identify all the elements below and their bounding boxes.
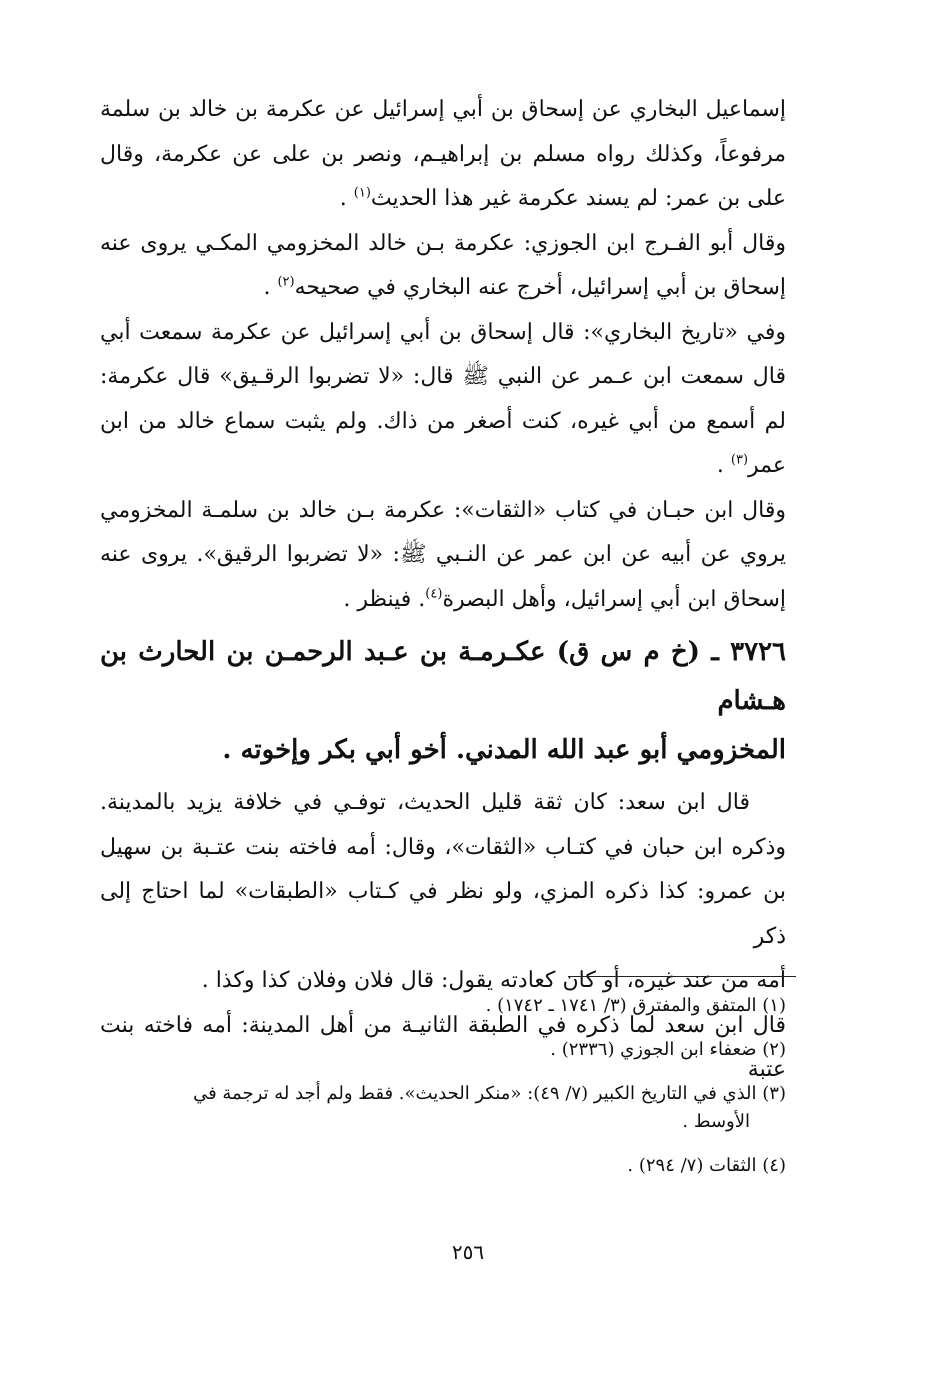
text-line <box>100 578 786 623</box>
paragraph-2 <box>100 222 786 311</box>
text-line: قال سمعت ابن عـمر عن النبي ﷺ قال: «لا تضربوا الرقـيق» قال عكرمة: <box>100 364 786 389</box>
text-line: وقال أبو الفـرج ابن الجوزي: عكرمة بـن خالد المخزومي المكـي يروى عنه <box>100 230 786 256</box>
footnote-text: (١) المتفق والمفترق (٣/ ١٧٤١ ـ ١٧٤٢) . <box>485 995 786 1016</box>
paragraph-3 <box>100 311 786 489</box>
footnote-divider <box>568 976 796 977</box>
footnote-ref[interactable]: (٢) <box>277 274 295 290</box>
text-line: قال ابن سعد لما ذكره في الطبقة الثانيـة من أهل المدينة: أمه فاخته بنت عتبة <box>100 1012 786 1082</box>
footnote-2 <box>100 1036 786 1064</box>
text-line: قال ابن سعد: كان ثقة قليل الحديث، توفـي في خلافة يزيد بالمدينة. <box>100 790 750 815</box>
footnote-text: (٤) الثقات (٧/ ٢٩٤) . <box>627 1155 786 1176</box>
text-line: بن عمرو: كذا ذكره المزي، ولو نظر في كـتاب «الطبقات» لما احتاج إلى ذكر <box>100 879 786 949</box>
text-line <box>100 444 786 489</box>
page-body <box>100 88 786 1093</box>
text-line: يروي عن أبيه عن ابن عمر عن النـبي ﷺ: «لا تضربوا الرقيق». يروى عنه <box>100 542 786 567</box>
text-line: وفي «تاريخ البخاري»: قال إسحاق بن أبي إسرائيل عن عكرمة سمعت أبي <box>100 319 786 345</box>
text-segment: . فينظر . <box>343 586 426 612</box>
text-segment: إسحاق بن أبي إسرائيل، أخرج عنه البخاري في صحيحه <box>294 275 786 300</box>
text-line: وقال ابن حبـان في كتاب «الثقات»: عكرمة بـن خالد بن سلمـة المخزومي <box>100 497 787 523</box>
text-segment: إسحاق ابن أبي إسرائيل، وأهل البصرة <box>442 586 786 612</box>
text-segment: عمر <box>748 453 786 478</box>
heading-line: المخزومي أبو عبد الله المدني. أخو أبي بكر وإخوته . <box>222 735 786 765</box>
text-segment: . <box>716 453 731 478</box>
footnote-text: (٢) ضعفاء ابن الجوزي (٢٣٣٦) . <box>550 1039 786 1060</box>
paragraph-4 <box>100 489 786 623</box>
text-line: أمه من عند غيره، أو كان كعادته يقول: قال فلان وفلان كذا وكذا . <box>201 968 786 993</box>
page-number: ٢٥٦ <box>451 1240 485 1264</box>
footnote-text: (٣) الذي في التاريخ الكبير (٧/ ٤٩): «منكر الحديث». فقط ولم أجد له ترجمة في <box>193 1083 786 1104</box>
paragraph-5 <box>100 781 786 1004</box>
footnote-ref[interactable]: (٣) <box>730 452 749 468</box>
text-line <box>100 266 786 311</box>
footnote-4 <box>100 1152 786 1180</box>
text-line: لم أسمع من أبي غيره، كنت أصغر من ذاك. ولم يثبت سماع خالد من ابن <box>100 408 786 434</box>
footnotes <box>100 992 786 1196</box>
footnote-3 <box>100 1080 786 1136</box>
text-line <box>100 177 786 222</box>
heading-line: ٣٧٢٦ ـ (خ م س ق) عكـرمـة بن عـبد الرحمـن بن الحارث بن هـشام <box>100 637 786 716</box>
footnote-ref[interactable]: (١) <box>353 185 371 201</box>
text-line: وذكره ابن حبان في كتـاب «الثقات»، وقال: أمه فاخته بنت عتـبة بن سهيل <box>100 834 786 860</box>
footnote-ref[interactable]: (٤) <box>425 586 443 602</box>
entry-heading <box>100 628 786 775</box>
footnote-continuation: الأوسط . <box>682 1111 750 1132</box>
paragraph-1 <box>100 88 786 222</box>
text-segment: . <box>339 186 354 211</box>
text-segment: على بن عمر: لم يسند عكرمة غير هذا الحديث <box>370 186 786 211</box>
text-line: مرفوعاً، وكذلك رواه مسلم بن إبراهيـم، ونصر بن على عن عكرمة، وقال <box>100 141 786 167</box>
text-line: إسماعيل البخاري عن إسحاق بن أبي إسرائيل عن عكرمة بن خالد بن سلمة <box>100 97 786 122</box>
footnote-1 <box>100 992 786 1020</box>
text-segment: . <box>263 275 278 300</box>
